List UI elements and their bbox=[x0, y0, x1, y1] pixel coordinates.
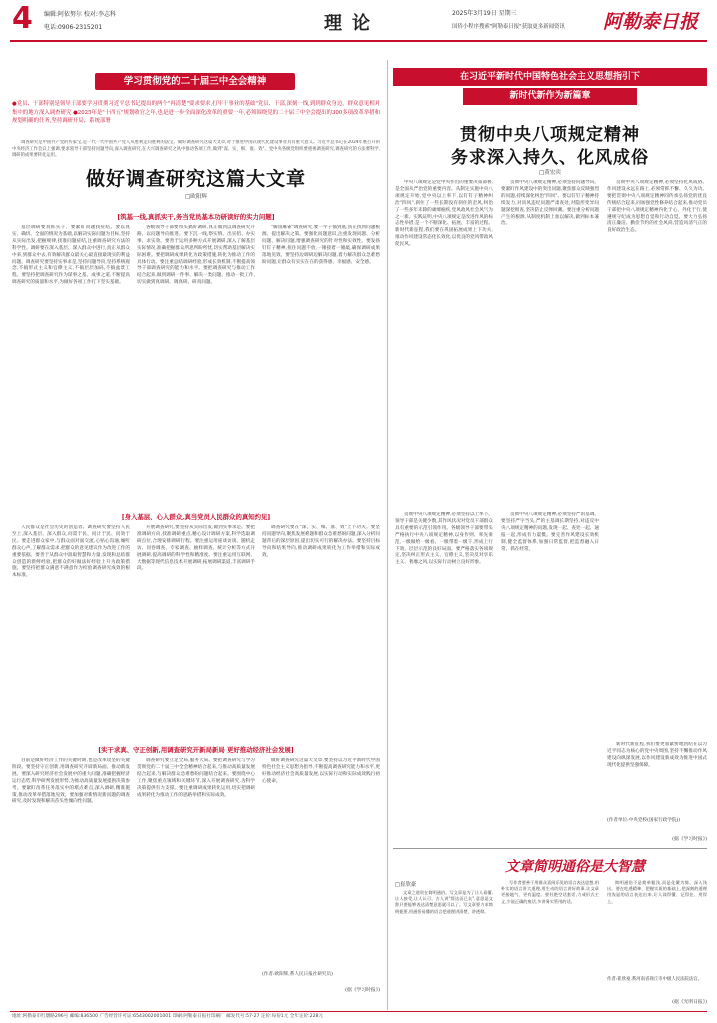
masthead bbox=[0, 0, 717, 48]
footer-text: 地址:阿勒泰市红墩路296号 邮编:836500 广告经营许可证:6543002001001 印刷:阿勒泰日报社印刷厂 邮发代号:57-27 定价:每份1元 全年定价:228元 bbox=[12, 1014, 324, 1019]
bottom-author-note: 作者:崔欣豪,系河南省商丘市中级人民法院法官。 bbox=[607, 977, 703, 982]
body-col2-sec2: 开展调查研究,要坚持从实际出发,做到实事求是。要把准调研方向,找准调研重点,精心设计调研方案,科学选取调研点位,合理安排调研行程。要注重运用座谈访谈、随机走访、问卷调查、专家调查、抽样调查、统计分析等方式开展调研,提高调研的科学性和精准度。要注重运用互联网、大数据等现代信息技术开展调研,拓展调研渠道,丰富调研手段。 bbox=[137, 525, 255, 572]
subhead-3: [实干求真、守正创新,用调查研究开新局新局 更好推动经济社会发展] bbox=[98, 746, 294, 754]
section-title: 理论 bbox=[324, 13, 380, 34]
body-col1-sec3: 目前是做好经济工作的关键时期,也是改革攻坚的关键阶段。要坚持守正创新,用调查研究开辟新局面、推动新发展。要深入研究经济社会发展中的重大问题,准确把握经济运行态势,科学研判发展形势,为推动高质量发展提供决策参考。要紧盯改革任务落实中的堵点难点,深入调研,精准施策,推动改革举措落地见效。要加强对新情况新问题的调查研究,及时发现和解决苗头性倾向性问题。 bbox=[12, 758, 130, 805]
editor-line: 编辑:阿依努尔 校对:李志科 bbox=[44, 11, 116, 18]
column-divider bbox=[387, 60, 388, 1010]
right-col2-b: 贯彻中央八项规定精神,必须坚持严的基调。要坚持严字当头,严的主基调长期坚持,对违反中央八项规定精神的问题,发现一起、查处一起、通报一起,形成有力震慑。要完善作风建设长效机制,健全监督体系,加强日常监督,把监督融入日常、抓在经常。 bbox=[501, 512, 599, 552]
header-rule bbox=[10, 40, 707, 42]
right-source-note: (作者单位:中央党校(国家行政学院)) bbox=[607, 818, 681, 823]
left-banner: 学习贯彻党的二十届三中全会精神 bbox=[95, 73, 295, 90]
bottom-col1: 文章之道贵在简明通俗。写文章是为了让人看懂,让人接受,让人认可。古人讲"辞达而已矣",意思是文辞只要能够表达清楚意思就可以了。写文章要力求简明扼要,用通俗易懂的语言把道理讲清楚、讲透彻。 bbox=[395, 890, 493, 914]
intro-body: 调查研究是中国共产党的传家宝,是一代一代中国共产党人从胜利走向胜利的法宝。做好调查研究这篇大文章,对于推进中国式现代化建设事业具有重大意义。习近平总书记在2024年底召开的中央经济工作会议上强调,要求领导干部坚持问题导向,深入调查研究,在大兴调查研究之风中推动各项工作,做到"深、实、细、准、效"。党中央各级党组织要重视调查研究,调查研究的方法要科学,调研的成果要转化运用。 bbox=[12, 140, 380, 159]
subhead-2: [身入基层、心入群众,真当党员人民群众的真知灼见] bbox=[121, 513, 271, 521]
lead-box bbox=[12, 100, 380, 138]
paper-logo: 阿勒泰日报 bbox=[603, 11, 699, 33]
right-col1-b: 贯彻中央八项规定精神,必须坚持以上率下。领导干部是关键少数,其作风状况对党员干部群众具有重要的示范引领作用。各级领导干部要带头严格执行中央八项规定精神,以身作则、率先垂范,一级做给一级看、一级带着一级干,形成上行下效、层层示范的良好局面。要严格落实各项规定,坚决纠正形式主义、官僚主义,坚决反对享乐主义、奢靡之风,以实际行动树立良好形象。 bbox=[395, 512, 493, 566]
edition-note: 国侨小程序搜索"阿勒泰日报"获取更多新闻资讯 bbox=[452, 24, 565, 30]
body-col2-sec3: 调查研究要立足全局,服务大局。要把调查研究与学习贯彻党的二十届三中全会精神结合起来,与推动高质量发展结合起来,与解决群众急难愁盼问题结合起来。要围绕中心工作,聚焦重点领域和关键环节,深入开展调查研究,为科学决策提供有力支撑。要注重调研成果转化运用,切实把调研成果转化为推动工作的思路举措和实际成效。 bbox=[137, 758, 255, 798]
right-col3-b: 新时代新征程,我们要更加紧密地团结在以习近平同志为核心的党中央周围,坚持不懈推动作风建设向纵深发展,以作风建设新成效为推进中国式现代化提供坚强保障。 bbox=[607, 742, 707, 768]
article-title: 做好调查研究这篇大文章 bbox=[18, 164, 374, 191]
issue-date: 2025年3月19日 星期三 bbox=[452, 10, 517, 17]
right-article-title-2: 务求深入持久、化风成俗 bbox=[451, 148, 649, 168]
right-article-title-1: 贯彻中央八项规定精神 bbox=[460, 125, 640, 145]
bottom-source: (据《光明日报》) bbox=[672, 1000, 707, 1005]
body-col3-sec1: "解剖麻雀"调查研究,要一竿子插到底,真正找到问题根源、提出解决之策。要强化问题意识,注重发现问题、分析问题、解决问题,增强调查研究的针对性和实效性。要发扬钉钉子精神,扭住问题不放,一锤接着一锤敲,确保调研成果落地见效。要坚持边调研边解决问题,着力解决群众急难愁盼问题,让群众有实实在在的获得感、幸福感、安全感。 bbox=[262, 225, 380, 265]
right-banner-line2: 新时代新作为新篇章 bbox=[463, 88, 637, 105]
body-col3-sec3: 做好调查研究这篇大文章,要坚持以习近平新时代中国特色社会主义思想为指导,不断提高调查研究能力和水平,更好推动经济社会高质量发展,以实际行动和实际成效践行初心使命。 bbox=[262, 758, 380, 784]
bottom-col3: 简明通俗不是简单粗浅,而是化繁为简、深入浅出。要在吃透精神、把握实质的基础上,把深刻的道理用浅显的语言表达出来,让人读得懂、记得住、用得上。 bbox=[607, 880, 707, 904]
footer-rule bbox=[10, 1011, 707, 1012]
subhead-1: [筑基一线,真抓实干,务当党员基本功研读好的实力问题] bbox=[117, 213, 275, 221]
page-number: 4 bbox=[12, 1, 33, 36]
bottom-article-author: □崔欣豪 bbox=[395, 882, 417, 888]
bottom-article-title: 文章简明通俗是大智慧 bbox=[505, 859, 645, 875]
left-article-author-note: (作者:欧阳辉,系人民日报社研究员) bbox=[262, 972, 333, 977]
right-col1: 中央八项规定是党中央作出的重要决策部署,是全面从严治党的重要内容。从制定实施中央八项规定开始,党中央以上率下,以钉钉子精神纠治"四风",刹住了一些长期没有刹住的歪风,纠治了一些多年未除的顽瘴痼疾,党风政风社会风气为之一新。实践证明,中央八项规定是改进作风的标志性举措,是一个不断深化、拓展、丰富的过程。新时代新征程,我们要在巩固拓展成果上下功夫,推动作风建设常态化长效化,以优良的党风带政风促民风。 bbox=[395, 180, 493, 248]
body-col1-sec1: 基层调研要真抓实干、要紧盯问题找症结。要以真实、确切、全面的情况为基础,以解决实际问题为目标,坚持从实际出发,把握规律,找准问题症结,注重调查研究方法的科学性。调研要在深入基层、深入群众中进行,真正从群众中来,到群众中去,有效解决群众最关心最直接最现实的利益问题。调查研究要坚持实事求是,坚持问题导向,坚持系统观念,不搞形式主义和官僚主义,不搞层层加码,不搞盆景工程。要坚持把调查研究作为谋事之基、成事之道,不断提高调查研究的质量和水平,为做好各项工作打下坚实基础。 bbox=[12, 225, 130, 286]
body-col3-sec2: 调查研究要在"深、实、细、准、效"上下功夫。要坚持问题导向,聚焦发展难题和群众急难愁盼问题,深入分析问题背后的深层原因,提出切实可行的解决办法。要坚持目标导向和结果导向,推动调研成果转化为工作举措和实际成效。 bbox=[262, 525, 380, 558]
right-source: (据《学习时报》) bbox=[672, 837, 707, 842]
right-article-author: □黄宏宾 bbox=[538, 170, 562, 176]
bottom-right-divider bbox=[393, 848, 707, 849]
right-banner-line1: 在习近平新时代中国特色社会主义思想指引下 bbox=[393, 68, 707, 86]
body-col1-sec2: 人民群众是社会历史的创造者。调查研究要坚持人民至上,深入基层、深入群众,问需于民、问计于民、问效于民。要走进群众家中,与群众面对面交流,心贴心沟通,倾听群众心声,了解群众需求,把群众的意见建议作为改进工作的重要依据。要善于从群众中汲取智慧和力量,发现和总结群众创造的新鲜经验,把群众的好做法好经验上升为政策措施。要坚持把群众满意不满意作为检验调查研究成效的根本标准。 bbox=[12, 525, 130, 579]
phone-line: 电话:0906-2315201 bbox=[44, 24, 103, 31]
article-author: □欧阳辉 bbox=[184, 194, 208, 200]
left-article-source: (据《学习时报》) bbox=[345, 988, 380, 993]
bottom-col2: 写作者要善于用群众喜闻乐见的语言表达思想,用朴实的语言讲大道理,用生动的语言讲好故事,让文章更接地气、更有温度。要杜绝空话套话,力戒形式主义,少说正确的废话,多讲务实管用的话。 bbox=[501, 880, 599, 904]
right-col2: 贯彻中央八项规定精神,必须坚持问题导向。要紧盯作风建设中的突出问题,聚焦群众反映强烈的问题,持续深化纠治"四风"。要以钉钉子精神持续发力,对顶风违纪问题严肃查处,对隐形变异问题深挖彻查,坚决防止反弹回潮。要注重分析问题产生的根源,从制度机制上加以解决,做到标本兼治。 bbox=[501, 180, 599, 227]
lead-text: ●党员、干部特别是领导干部要学习贯彻习近平总书记提出的两个"再清楚"要求要求,打牢干事业的基础"党员、干部,深刻一线,到到群众身边。群众意见相对集中的地方深入调查研究 ●2025年是"十四五"规划收官之年,也是进一步全面深化改革的重要一年,必须围绕党的二十届三中全会提出的300多项改革举措和规划明确的任务,坚持调研开局、系统部署 bbox=[12, 101, 380, 125]
body-col2-sec1: 各级领导干部要带头搞好调研,真正做到以调查研究开路、以问题导向推进。要下沉一线,察实情、出实招、办实事、求实效。要善于运用多种方式开展调研,深入了解基层实际情况,准确把握群众所思所盼所忧,切实帮助基层解决实际困难。要把调研成果转化为政策措施,转化为推动工作的具体行动。要注重总结调研经验,形成长效机制,不断提高领导干部调查研究的能力和水平。要把调查研究与推动工作结合起来,做到调研一件事、解决一类问题、推动一批工作,切实做到真调研、调真研、研真问题。 bbox=[137, 225, 255, 286]
right-col3: 贯彻中央八项规定精神,必须坚持化风成俗。作风建设永远在路上,必须常抓不懈、久久为功。要把贯彻中央八项规定精神同传承弘扬党的优良传统结合起来,同加强党性修养结合起来,推动党员干部把中央八项规定精神内化于心、外化于行,使遵规守纪成为思想自觉和行动自觉。要大力弘扬清正廉洁、勤俭节约的社会风尚,营造风清气正的良好政治生态。 bbox=[607, 180, 707, 234]
right-banner bbox=[393, 68, 707, 112]
